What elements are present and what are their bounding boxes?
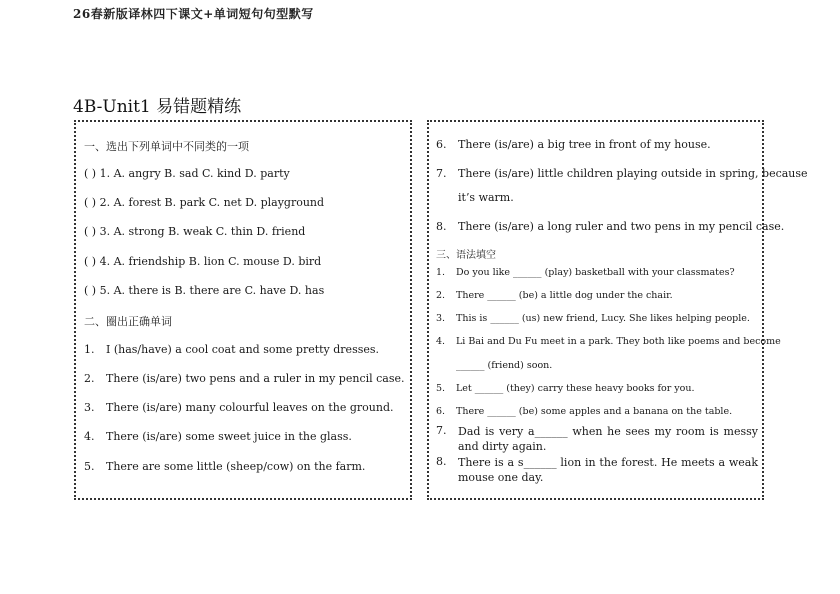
circle-item — [84, 343, 379, 356]
item-number: 6. — [436, 406, 446, 417]
page-header: 26春新版译林四下课文+单词短句句型默写 — [73, 7, 314, 21]
circle-item — [84, 401, 394, 414]
choice-item: ( ) 4. A. friendship B. lion C. mouse D. bird — [84, 255, 322, 268]
circle-item — [84, 460, 365, 473]
item-number: 5. — [84, 460, 95, 473]
item-number: 4. — [84, 430, 95, 443]
item-number: 5. — [436, 383, 446, 394]
item-text: There ______ (be) a little dog under the chair. — [456, 290, 673, 301]
item-text: There are some little (sheep/cow) on the farm. — [106, 460, 366, 473]
item-text: There (is/are) a long ruler and two pens in my pencil case. — [458, 220, 785, 233]
left-panel — [74, 120, 412, 500]
item-text: There is a s______ lion in the forest. He meets a weak mouse one day. — [458, 456, 758, 484]
circle-item-continuation — [436, 191, 514, 204]
item-number: 7. — [436, 424, 447, 437]
item-text: There ______ (be) some apples and a banana on the table. — [456, 406, 733, 417]
choice-item: ( ) 5. A. there is B. there are C. have D. has — [84, 284, 325, 297]
section1-title: 一、选出下列单词中不同类的一项 — [84, 140, 249, 153]
item-text: Do you like ______ (play) basketball with your classmates? — [456, 267, 735, 278]
grammar-item — [436, 313, 750, 324]
item-number: 4. — [436, 336, 446, 347]
grammar-item — [436, 290, 673, 301]
circle-item — [84, 430, 352, 443]
section3-title: 三、语法填空 — [436, 250, 496, 261]
item-number: 1. — [84, 343, 95, 356]
grammar-item — [436, 424, 758, 454]
choice-item: ( ) 3. A. strong B. weak C. thin D. friend — [84, 225, 306, 238]
item-text: There (is/are) many colourful leaves on the ground. — [106, 401, 394, 414]
item-number: 3. — [436, 313, 446, 324]
item-number: 2. — [436, 290, 446, 301]
item-number: 2. — [84, 372, 95, 385]
circle-item — [84, 372, 405, 385]
item-number: 8. — [436, 220, 447, 233]
item-text: Let ______ (they) carry these heavy books for you. — [456, 383, 695, 394]
circle-item — [436, 138, 711, 151]
grammar-item — [436, 383, 695, 394]
circle-item — [436, 220, 784, 233]
item-number: 1. — [436, 267, 446, 278]
right-panel — [427, 120, 808, 500]
grammar-item — [436, 267, 735, 278]
choice-item: ( ) 2. A. forest B. park C. net D. playground — [84, 196, 325, 209]
item-text: Dad is very a______ when he sees my room is messy and dirty again. — [458, 425, 758, 453]
item-number: 6. — [436, 138, 447, 151]
grammar-item — [436, 336, 781, 347]
grammar-item — [436, 406, 732, 417]
item-text: it’s warm. — [458, 191, 514, 204]
item-text: There (is/are) a big tree in front of my house. — [458, 138, 711, 151]
item-text: Li Bai and Du Fu meet in a park. They both like poems and become — [456, 336, 781, 347]
item-number: 8. — [436, 455, 447, 468]
grammar-item — [436, 455, 758, 485]
item-text: I (has/have) a cool coat and some pretty dresses. — [106, 343, 380, 356]
grammar-item-continuation — [436, 360, 552, 371]
item-text: There (is/are) little children playing outside in spring, because — [458, 167, 808, 180]
item-text: This is ______ (us) new friend, Lucy. She likes helping people. — [456, 313, 750, 324]
item-text: There (is/are) two pens and a ruler in my pencil case. — [106, 372, 405, 385]
item-number: 7. — [436, 167, 447, 180]
page-title: 4B-Unit1 易错题精练 — [73, 97, 242, 117]
item-number: 3. — [84, 401, 95, 414]
circle-item — [436, 167, 808, 180]
item-text: There (is/are) some sweet juice in the glass. — [106, 430, 352, 443]
section2-title: 二、圈出正确单词 — [84, 315, 172, 328]
item-text: ______ (friend) soon. — [456, 360, 553, 371]
choice-item: ( ) 1. A. angry B. sad C. kind D. party — [84, 167, 290, 180]
